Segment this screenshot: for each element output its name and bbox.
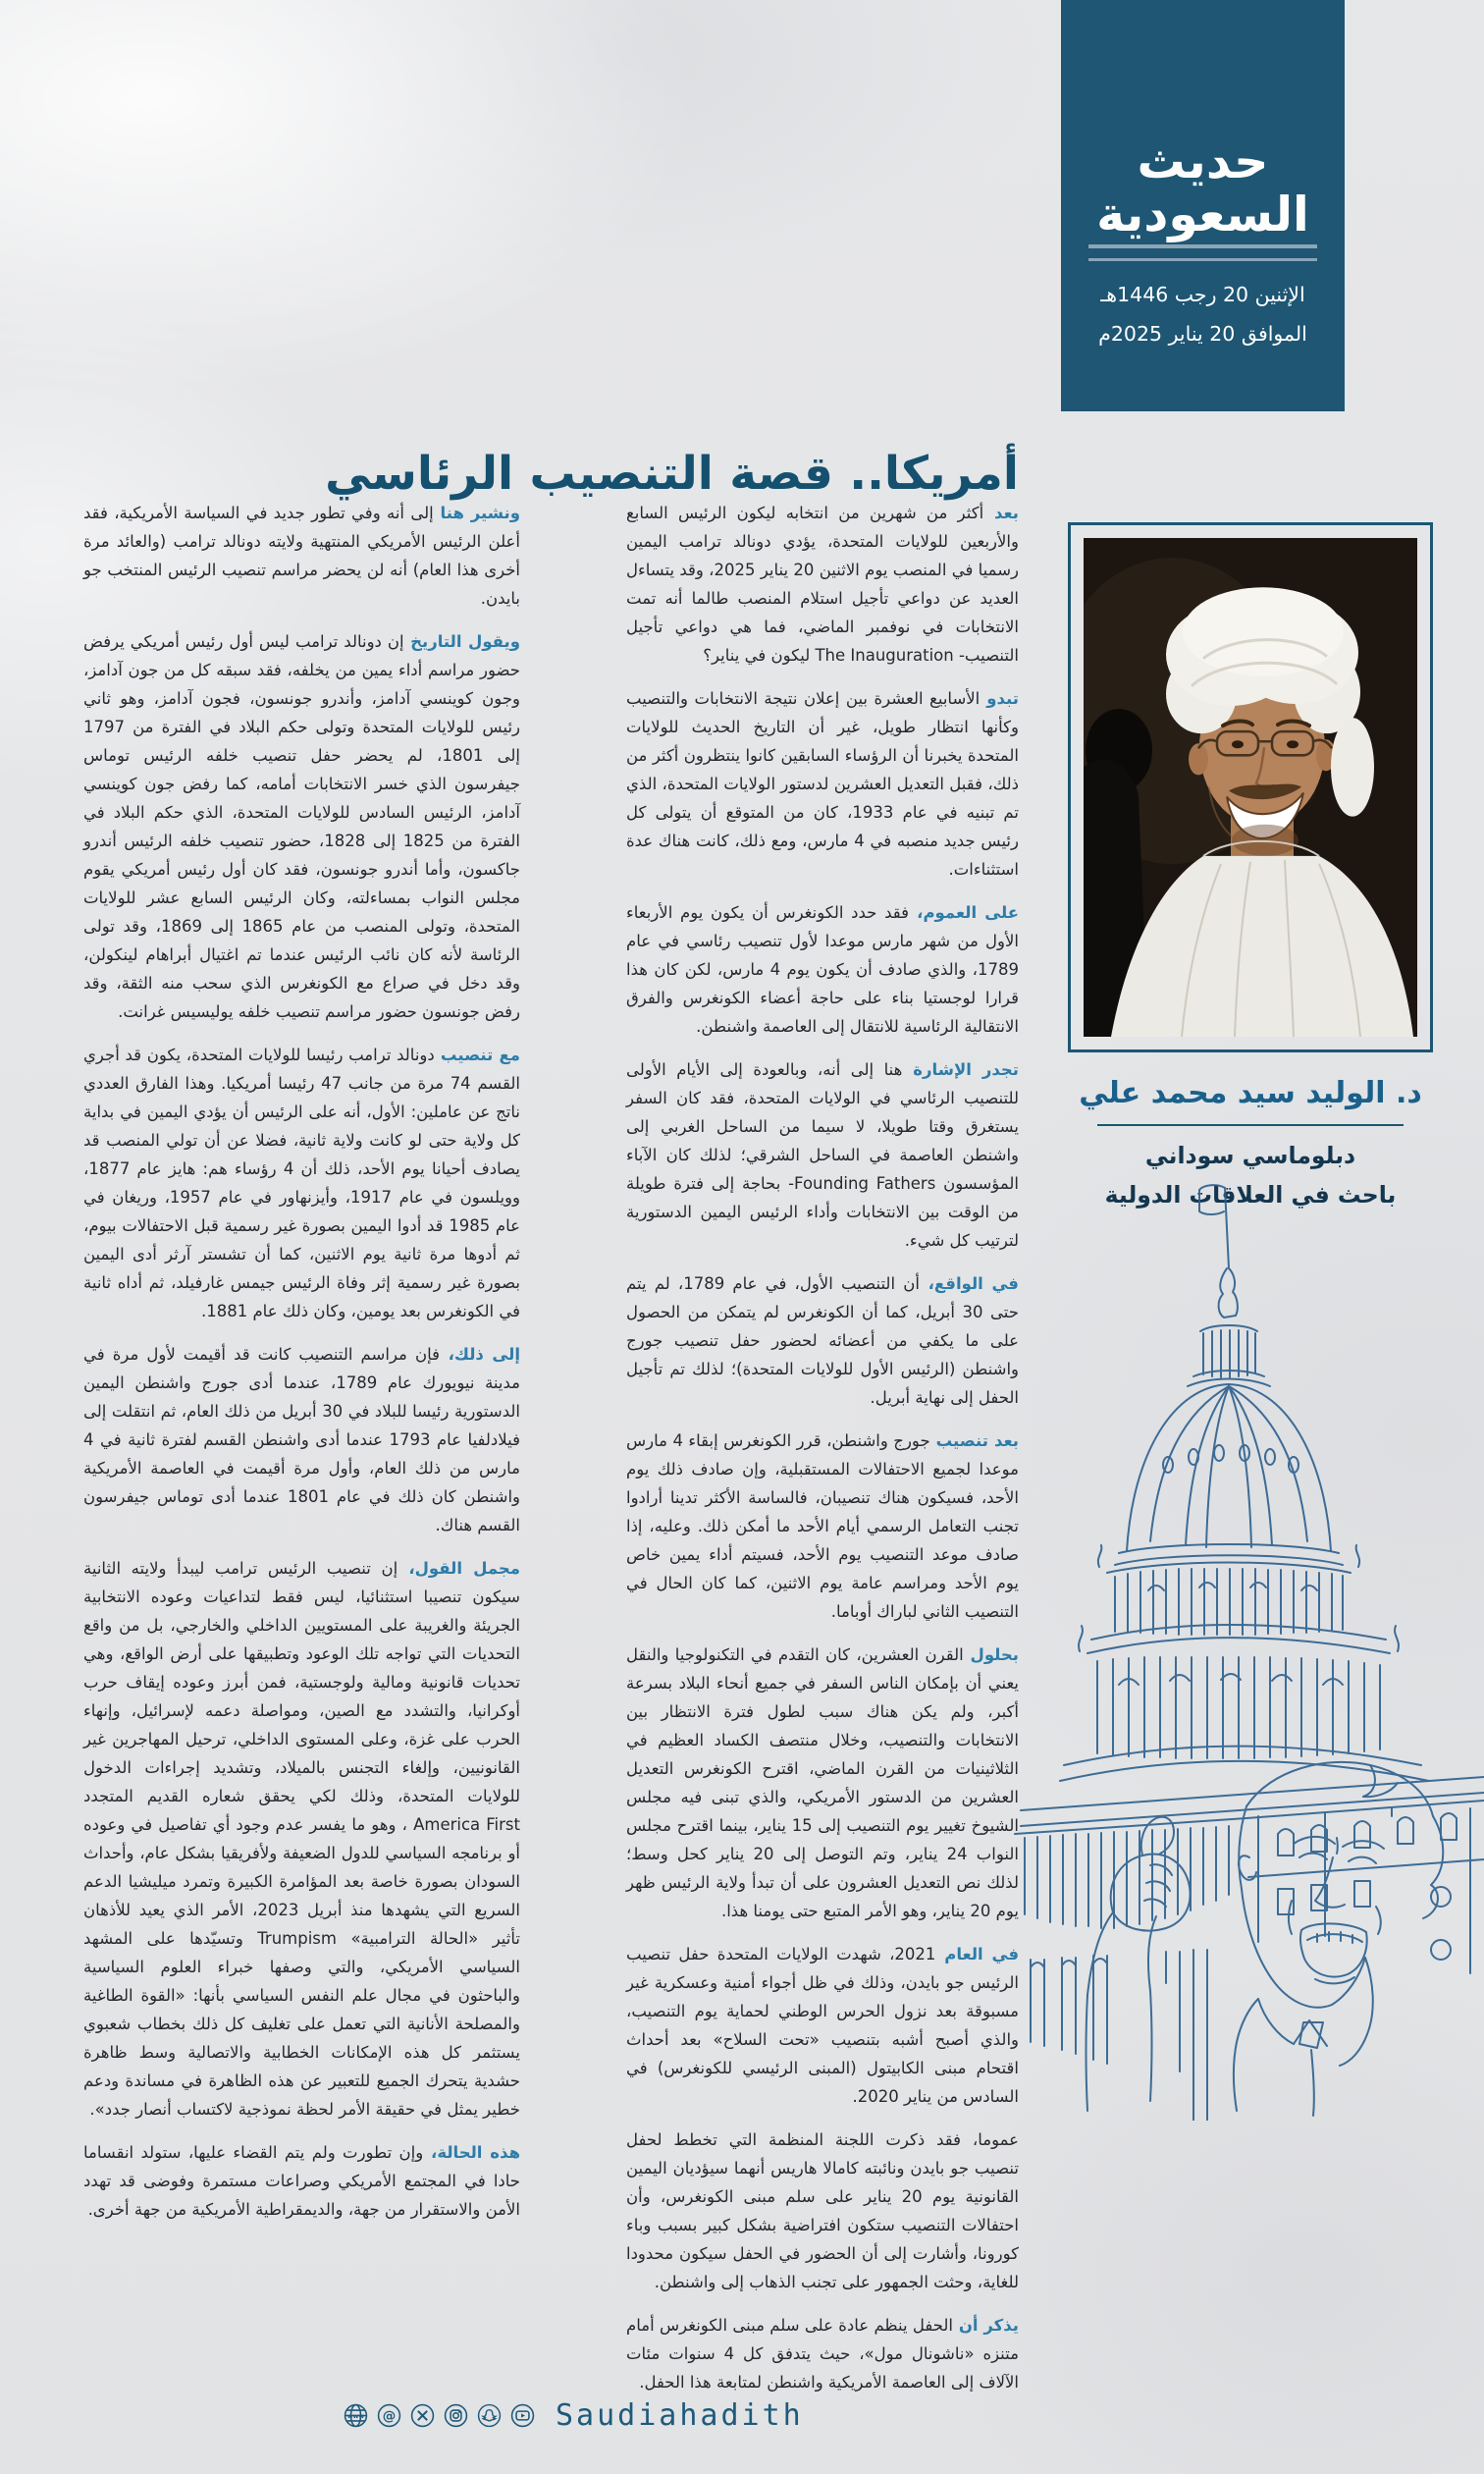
page-title: أمريكا.. قصة التنصيب الرئاسي [325,447,1019,502]
paragraph-lead: تجدر الإشارة [902,1060,1019,1079]
article-paragraph: عموما، فقد ذكرت اللجنة المنظمة التي تخطط لحفل تنصيب جو بايدن ونائبته كامالا هاريس أنهما سيؤديان اليمين القانونية يوم 20 يناير على سلم مبنى الكونغرس، وأن احتفالات التنصيب ستكون افتراضية بشكل كبير بسبب وباء كورونا، وأشارت إلى أن الحضور في الحفل سيكون محدودا للغاية، وحثت الجمهور على تجنب الذهاب إلى واشنطن. [626,2130,1020,2291]
svg-text:@: @ [382,2407,397,2424]
author-role-2: باحث في العلاقات الدولية [1104,1181,1397,1210]
article-paragraph: ونشير هنا إلى أنه وفي تطور جديد في السياسة الأمريكية، فقد أعلن الرئيس الأمريكي المنتهية ولايته دونالد ترامب (والعائد مرة أخرى هذا العام) أنه لن يحضر مراسم تنصيب الرئيس المنتخب جو بايدن. [83,504,520,608]
paragraph-lead: بعد [983,504,1019,522]
svg-text:www: www [346,2412,365,2420]
paragraph-lead: في العام [935,1945,1019,1963]
paragraph-lead: إلى ذلك، [440,1345,520,1364]
article-paragraph: في العام 2021، شهدت الولايات المتحدة حفل تنصيب الرئيس جو بايدن، وذلك في ظل أجواء أمنية وعسكرية غير مسبوقة بعد نزول الحرس الوطني لحماية يوم التنصيب، والذي أصبح أشبه بتنصيب «تحت السلاح» بعد أحداث اقتحام مبنى الكابيتول (المبنى الرئيسي للكونغرس) في السادس من يناير 2020. [626,1945,1019,2106]
author-photo-frame [1068,522,1433,1052]
article-paragraph: يذكر أن الحفل ينظم عادة على سلم مبنى الكونغرس أمام متنزه «ناشونال مول»، حيث يتدفق كل 4 سنوات مئات الآلاف إلى العاصمة الأمريكية واشنطن لمتابعة هذا الحفل. [626,2316,1019,2392]
capitol-trump-sketch-illustration [1001,1129,1484,2121]
paragraph-lead: مع تنصيب [434,1046,520,1064]
article-paragraph: تبدو الأسابيع العشرة بين إعلان نتيجة الانتخابات والتنصيب وكأنها انتظار طويل، غير أن التاريخ الحديث للولايات المتحدة يخبرنا أن الرؤساء السابقين كانوا ينتظرون أكثر من ذلك، فقبل التعديل العشرين لدستور الولايات المتحدة، الذي تم تبنيه في عام 1933، كان من المتوقع أن يتولى كل رئيس جديد منصبه في 4 مارس، ومع ذلك، كانت هناك عدة استثناءات. [626,689,1019,879]
logo-underline [1088,244,1317,261]
article-paragraph: بعد أكثر من شهرين من انتخابه ليكون الرئيس السابع والأربعين للولايات المتحدة، يؤدي دونالد ترامب اليمين رسميا في المنصب يوم الاثنين 20 يناير 2025، وقد يتساءل العديد عن دواعي تأجيل استلام المنصب طالما أنه تمت الانتخابات في نوفمبر الماضي، فما هي دواعي تأجيل التنصيب- The Inauguration ليكون في يناير؟ [626,504,1019,665]
article-paragraph: بحلول القرن العشرين، كان التقدم في التكنولوجيا والنقل يعني أن بإمكان الناس السفر في جميع أنحاء البلاد بسرعة أكبر، ولم يكن هناك سبب لطول فترة الانتظار بين الانتخابات والتنصيب، وخلال منتصف الكساد العظيم في الثلاثينيات من القرن الماضي، اقترح الكونغرس التعديل العشرين من الدستور الأمريكي، والذي تبنى فيه مجلس الشيوخ تغيير يوم التنصيب إلى 15 يناير، بينما اقترح مجلس النواب 24 يناير، وتم التوصل إلى 20 يناير كحل وسط؛ لذلك نص التعديل العشرون على أن تبدأ ولاية الرئيس ظهر يوم 20 يناير، وهو الأمر المتبع حتى يومنا هذا. [626,1645,1020,1920]
snapchat-icon[interactable] [477,2403,502,2428]
paragraph-lead: ويقول التاريخ [403,632,520,651]
date-gregorian: الموافق 20 يناير 2025م [1098,321,1307,346]
capitol-sketch-svg [1001,1129,1484,2121]
author-photo [1084,538,1417,1037]
social-handle[interactable]: Saudiahadith [556,2397,804,2433]
article-paragraph: ويقول التاريخ إن دونالد ترامب ليس أول رئيس أمريكي يرفض حضور مراسم أداء يمين من يخلفه، فقد سبقه كل من جون آدامز، وجون كوينسي آدامز، وأندرو جونسون، فجون آدامز، وهو ثاني رئيس للولايات المتحدة وتولى حكم البلاد في الفترة من 1797 إلى 1801، لم يحضر حفل تنصيب خلفه الرئيس توماس جيفرسون الذي خسر الانتخابات أمامه، كما رفض جون كوينسي آدامز، الرئيس السادس للولايات المتحدة، الذي حكم البلاد في الفترة من 1825 إلى 1828، حضور تنصيب خلفه الرئيس أندرو جاكسون، وأما أندرو جونسون، فقد كان أول رئيس أمريكي يقوم مجلس النواب بمساءلته، وكان الرئيس السابع عشر للولايات المتحدة، وتولى المنصب من عام 1865 إلى 1869، وقد تولى الرئاسة لأنه كان نائب الرئيس عندما تم اغتيال أبراهام لينكولن، وقد دخل في صراع مع الكونغرس الذي سحب منه الثقة، وقد رفض جونسون حضور مراسم تنصيب خلفه يوليسيس غرانت. [83,632,521,1021]
youtube-icon[interactable] [510,2403,535,2428]
paragraph-lead: يذكر أن [952,2316,1019,2335]
article-paragraph: مجمل القول، إن تنصيب الرئيس ترامب ليبدأ ولايته الثانية سيكون تنصيبا استثنائيا، ليس فقط لتداعيات وعوده الانتخابية الجريئة والغريبة على المستويين الداخلي والخارجي، بل من واقع التحديات التي تواجه تلك الوعود وتطبيقها على أرض الواقع، وهي تحديات قانونية ومالية ولوجستية، فمن أبرز وعوده إيقاف حرب أوكرانيا، والتشدد مع الصين، ومواصلة دعمه لإسرائيل، وإنهاء الحرب على غزة، وعلى المستوى الداخلي، ترحيل المهاجرين غير القانونيين، وإلغاء التجنس بالميلاد، وتشديد إجراءات الدخول للولايات المتحدة، وذلك لكي يحقق شعاره القديم المتجدد America First ، وهو ما يفسر عدم وجود أي تفاصيل في وعوده أو برنامجه السياسي للدول الضعيفة ولأفريقيا بشكل عام، وأحداث السودان بصورة خاصة بعد المؤامرة الكبيرة وتمرد ميليشيا الدعم السريع التي يشهدها منذ أبريل 2023، الأمر الذي يعيد للأذهان تأثير «الحالة الترامبية» Trumpism وتسيّدها على المشهد السياسي الأمريكي، والتي وصفها خبراء العلوم السياسية والباحثون في مجال علم النفس السياسي بأنها: «القوة الطاغية والمصلحة الأنانية التي تعمل على تغليف كل ذلك بخطاب شعبوي يستثمر كل هذه الإمكانات الخطابية والاتصالية وسط ظاهرة حشدية يتحرك الجميع للتعبير عن هذه الظاهرة في مساندة ودعم خطير يمثل في حقيقة الأمر لحظة نموذجية لاكتساب أنصار جدد». [83,1559,521,2119]
website-globe-icon[interactable] [344,2403,368,2428]
email-at-icon[interactable] [377,2403,401,2428]
paragraph-lead: تبدو [980,689,1019,708]
masthead-band [1061,0,1345,411]
article-column-right [626,499,1019,2411]
instagram-icon[interactable] [444,2403,468,2428]
paragraph-lead: على العموم، [908,903,1019,922]
issue-dates [1061,276,1345,354]
paragraph-lead: ونشير هنا [433,504,520,522]
paragraph-lead: مجمل القول، [398,1559,520,1578]
article-paragraph: تجدر الإشارة هنا إلى أنه، وبالعودة إلى الأيام الأولى للتنصيب الرئاسي في الولايات المتحدة، فقد كان السفر يستغرق وقتا طويلا، لا سيما من الساحل الغربي إلى واشنطن العاصمة في الساحل الشرقي؛ لذلك كان الآباء المؤسسون Founding Fathers- بحاجة إلى فترة طويلة من الوقت بين الانتخابات وأداء الرئيس اليمين الدستورية لترتيب كل شيء. [626,1060,1019,1250]
paragraph-lead: بحلول [963,1645,1019,1664]
article-paragraph: هذه الحالة، وإن تطورت ولم يتم القضاء عليها، ستولد انقساما حادا في المجتمع الأمريكي وصراعات مستمرة وفوضى قد تهدد الأمن والاستقرار من جهة، والديمقراطية الأمريكية من جهة أخرى. [83,2143,521,2219]
article-column-left [83,499,520,2238]
author-role-1: دبلوماسي سوداني [1144,1142,1356,1169]
article-paragraph: مع تنصيب دونالد ترامب رئيسا للولايات المتحدة، يكون قد أجري القسم 74 مرة من جانب 47 رئيسا أمريكيا. وهذا الفارق العددي ناتج عن عاملين: الأول، أنه على الرئيس أن يؤدي اليمين في بداية كل ولاية حتى لو كانت ولاية ثانية، فضلا عن أن تولي المنصب قد يصادف أحيانا يوم الأحد، ذلك أن 4 رؤساء هم: هايز عام 1877، وويلسون في عام 1917، وأيزنهاور في عام 1957، وريغان في عام 1985 قد أدوا اليمين بصورة غير رسمية قبل الاحتفالات بيوم، ثم أدوها مرة ثانية يوم الاثنين، كما أن تشستر آرثر أدى اليمين بصورة غير رسمية إثر وفاة الرئيس جيمس غارفيلد، ثم أداه ثانية في الكونغرس بعد يومين، وكان ذلك عام 1881. [83,1046,520,1320]
date-hijri: الإثنين 20 رجب 1446هـ [1100,283,1305,306]
author-card [1060,522,1441,1215]
article-paragraph: إلى ذلك، فإن مراسم التنصيب كانت قد أقيمت لأول مرة في مدينة نيويورك عام 1789، عندما أدى جورج واشنطن اليمين الدستورية رئيسا للبلاد في 30 أبريل من ذلك العام، ثم انتقلت إلى فيلادلفيا عام 1793 عندما أدى واشنطن القسم لفترة ثانية في 4 مارس من ذلك العام، وأول مرة أقيمت في العاصمة الأمريكية واشنطن كان ذلك في عام 1801 عندما أدى توماس جيفرسون القسم هناك. [83,1345,521,1534]
article-paragraph: بعد تنصيب جورج واشنطن، قرر الكونغرس إبقاء 4 مارس موعدا لجميع الاحتفالات المستقبلية، وإن صادف ذلك يوم الأحد، فسيكون هناك تنصيبان، فالساسة الأكثر تدينا أرادوا تجنب التعامل الرسمي أيام الأحد ما أمكن ذلك. وعليه، إذا صادف موعد التنصيب يوم الأحد، فسيتم أداء يمين خاص يوم الأحد ومراسم عامة يوم الاثنين، كما كان الحال في التنصيب الثاني لباراك أوباما. [626,1431,1019,1621]
author-divider [1097,1124,1404,1126]
paragraph-lead: هذه الحالة، [423,2143,521,2162]
publication-logo: حديث السعودية [1096,134,1309,242]
paragraph-lead: بعد تنصيب [929,1431,1019,1450]
x-twitter-icon[interactable] [410,2403,435,2428]
paragraph-lead: في الواقع، [919,1274,1019,1293]
article-paragraph: على العموم، فقد حدد الكونغرس أن يكون يوم الأربعاء الأول من شهر مارس موعدا لأول تنصيب رئاسي في عام 1789، والذي صادف أن يكون يوم 4 مارس، لكن كان هذا قرارا لوجستيا بناء على حاجة أعضاء الكونغرس والفرق الانتقالية الرئاسية للانتقال إلى العاصمة واشنطن. [626,903,1019,1036]
footer-social-bar [344,2395,804,2435]
article-paragraph: في الواقع، أن التنصيب الأول، في عام 1789، لم يتم حتى 30 أبريل، كما أن الكونغرس لم يتمكن من الحصول على ما يكفي من أعضائه لحضور حفل تنصيب جورج واشنطن (الرئيس الأول للولايات المتحدة)؛ لذلك تم تأجيل الحفل إلى نهاية أبريل. [626,1274,1019,1407]
author-name: د. الوليد سيد محمد علي [1079,1076,1422,1110]
